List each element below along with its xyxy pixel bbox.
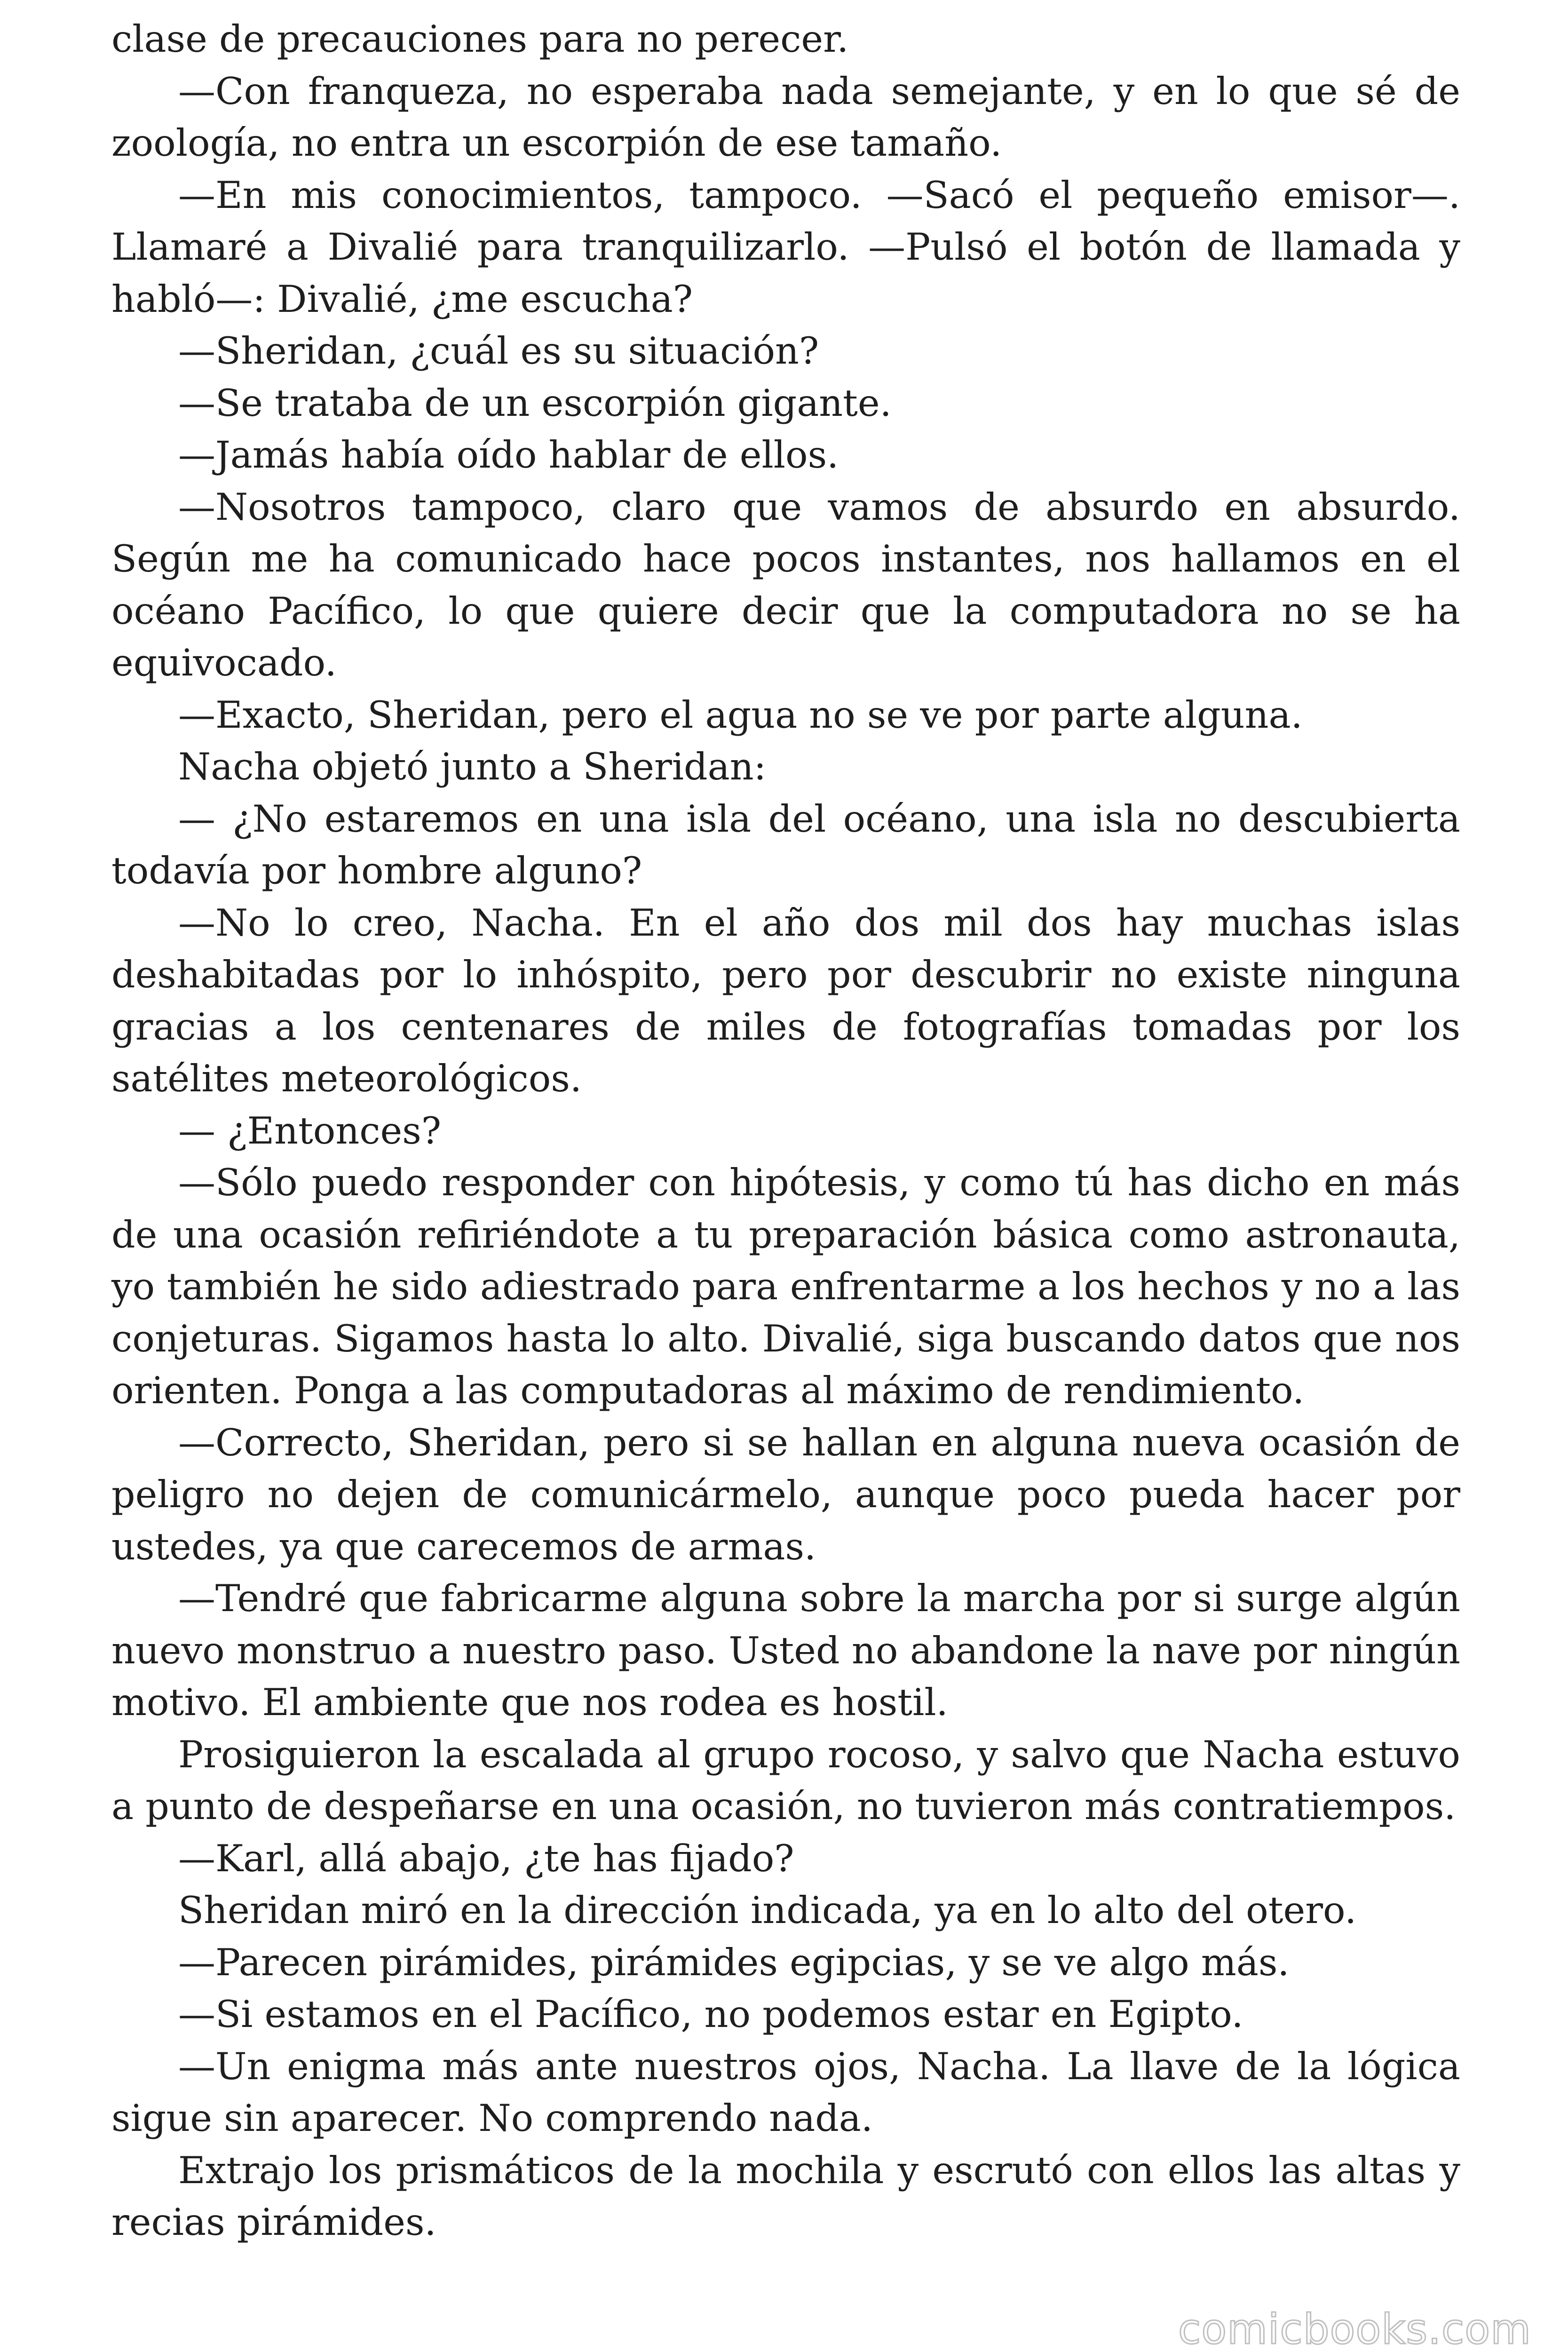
paragraph: Prosiguieron la escalada al grupo rocoso, y salvo que Nacha estuvo a punto de despeñarse en una ocasión, no tuvieron más contratiempos. (111, 1732, 1460, 1828)
paragraph: clase de precauciones para no perecer. (111, 17, 849, 61)
paragraph: —Karl, allá abajo, ¿te has fijado? (178, 1836, 794, 1880)
paragraph: —Con franqueza, no esperaba nada semejante, y en lo que sé de zoología, no entra un escorpión de ese tamaño. (111, 69, 1460, 165)
watermark: comicbooks.com (1178, 2305, 1531, 2352)
paragraph: Nacha objetó junto a Sheridan: (178, 745, 767, 788)
paragraph: —Sheridan, ¿cuál es su situación? (178, 329, 819, 373)
paragraph: Sheridan miró en la dirección indicada, ya en lo alto del otero. (178, 1889, 1357, 1932)
paragraph: —Correcto, Sheridan, pero si se hallan en alguna nueva ocasión de peligro no dejen de comunicármelo, aunque poco pueda hacer por ustedes, ya que carecemos de armas. (111, 1421, 1460, 1568)
paragraph: —Tendré que fabricarme alguna sobre la marcha por si surge algún nuevo monstruo a nuestro paso. Usted no abandone la nave por ningún motivo. El ambiente que nos rodea es hostil. (111, 1577, 1460, 1724)
paragraph: —Si estamos en el Pacífico, no podemos estar en Egipto. (178, 1993, 1243, 2036)
paragraph: —En mis conocimientos, tampoco. —Sacó el pequeño emisor—. Llamaré a Divalié para tranquilizarlo. —Pulsó el botón de llamada y habló—: Divalié, ¿me escucha? (111, 173, 1460, 321)
paragraph: —Nosotros tampoco, claro que vamos de absurdo en absurdo. Según me ha comunicado hace pocos instantes, nos hallamos en el océano Pacífico, lo que quiere decir que la computadora no se ha equivocado. (111, 485, 1460, 684)
page-text (111, 13, 1460, 2249)
paragraph: —Jamás había oído hablar de ellos. (178, 433, 839, 477)
paragraph: —No lo creo, Nacha. En el año dos mil dos hay muchas islas deshabitadas por lo inhóspito, pero por descubrir no existe ninguna gracias a los centenares de miles de fotografías tomadas por los satélites meteorológicos. (111, 901, 1460, 1100)
paragraph: —Exacto, Sheridan, pero el agua no se ve por parte alguna. (178, 693, 1303, 737)
paragraph: Extrajo los prismáticos de la mochila y escrutó con ellos las altas y recias pirámides. (111, 2148, 1460, 2244)
paragraph: —Se trataba de un escorpión gigante. (178, 381, 892, 425)
paragraph: —Un enigma más ante nuestros ojos, Nacha. La llave de la lógica sigue sin aparecer. No comprendo nada. (111, 2044, 1460, 2140)
paragraph: —Sólo puedo responder con hipótesis, y como tú has dicho en más de una ocasión refiriéndote a tu preparación básica como astronauta, yo también he sido adiestrado para enfrentarme a los hechos y no a las conjeturas. Sigamos hasta lo alto. Divalié, siga buscando datos que nos orienten. Ponga a las computadoras al máximo de rendimiento. (111, 1161, 1460, 1412)
paragraph: —Parecen pirámides, pirámides egipcias, y se ve algo más. (178, 1940, 1290, 1984)
paragraph: — ¿No estaremos en una isla del océano, una isla no descubierta todavía por hombre alguno? (111, 797, 1460, 892)
paragraph: — ¿Entonces? (178, 1109, 442, 1152)
